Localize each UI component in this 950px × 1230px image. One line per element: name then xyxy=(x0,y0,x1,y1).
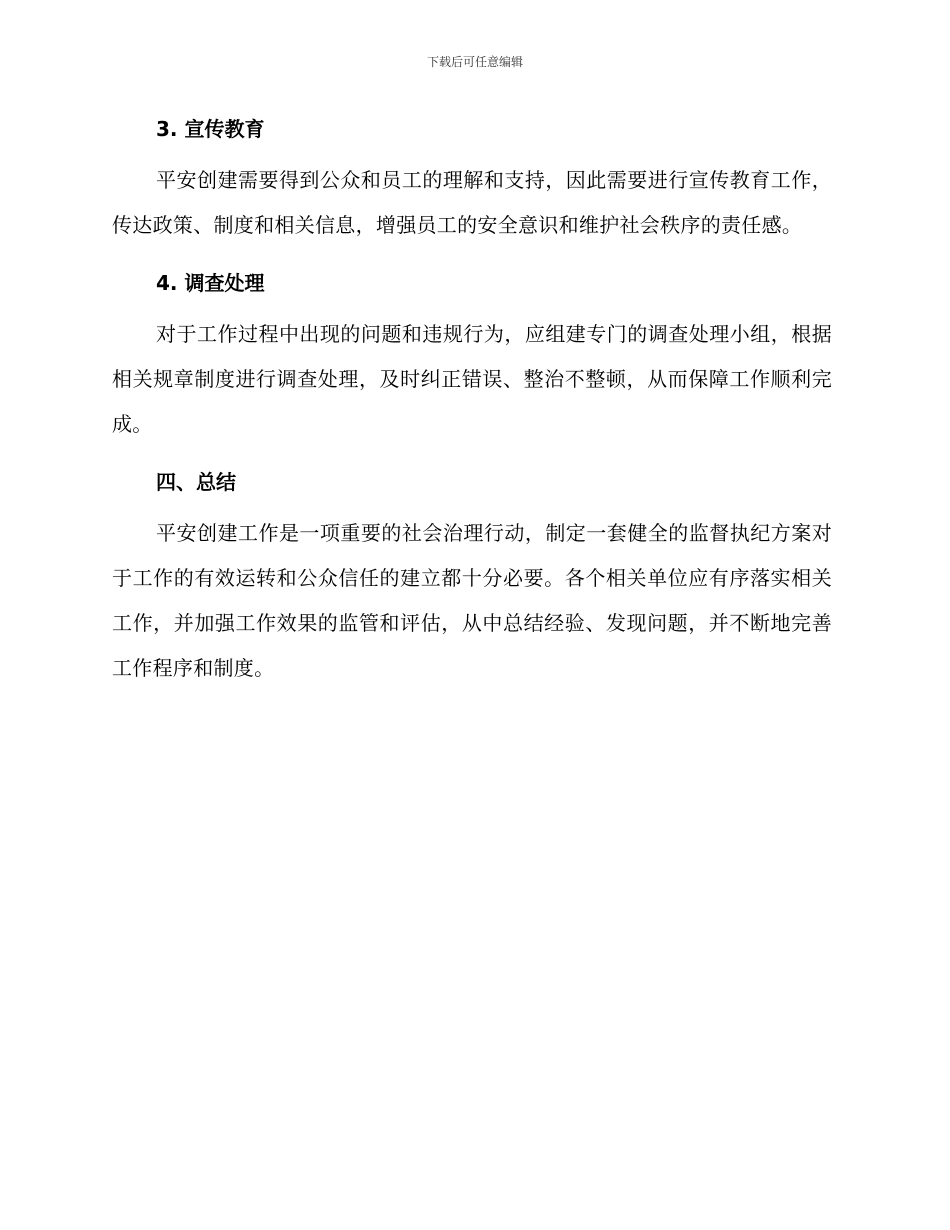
section-heading: 四、总结 xyxy=(156,470,236,494)
section-heading: 4. 调查处理 xyxy=(156,271,265,295)
section-paragraph: 平安创建工作是一项重要的社会治理行动，制定一套健全的监督执纪方案对于工作的有效运转和公众信任的建立都十分必要。各个相关单位应有序落实相关工作，并加强工作效果的监管和评估，从中总结经验、发现问题，并不断地完善工作程序和制度。 xyxy=(112,521,832,680)
section-investigation xyxy=(112,266,832,447)
section-publicity-education xyxy=(112,112,832,248)
section-summary xyxy=(112,465,832,691)
section-heading: 3. 宣传教育 xyxy=(156,117,265,141)
header-note: 下载后可任意编辑 xyxy=(426,55,523,69)
section-paragraph: 平安创建需要得到公众和员工的理解和支持，因此需要进行宣传教育工作，传达政策、制度和相关信息，增强员工的安全意识和维护社会秩序的责任感。 xyxy=(112,168,832,237)
document-body xyxy=(112,112,832,691)
section-paragraph: 对于工作过程中出现的问题和违规行为，应组建专门的调查处理小组，根据相关规章制度进行调查处理，及时纠正错误、整治不整顿，从而保障工作顺利完成。 xyxy=(112,322,832,436)
